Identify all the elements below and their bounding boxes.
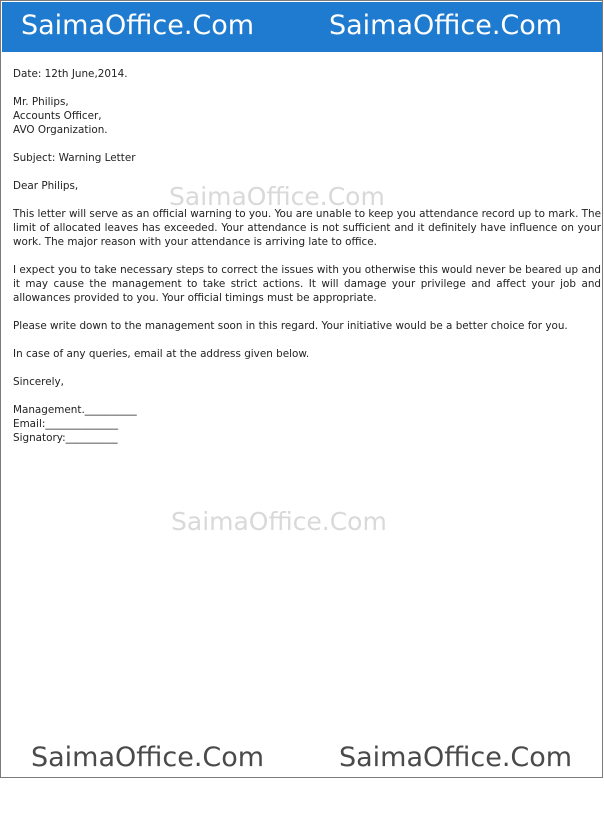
letter-date: Date: 12th June,2014. bbox=[13, 68, 128, 80]
paragraph-1: This letter will serve as an official warning to you. You are unable to keep you attendance record up to mark. The limit of allocated leaves has exceeded. Your attendance is not sufficient and it definitely have influence on your work. The major reason with your attendance is arriving late to office. bbox=[13, 208, 601, 248]
paragraph-3: Please write down to the management soon in this regard. Your initiative would be a better choice for you. bbox=[13, 320, 568, 332]
letter-closing: Sincerely, bbox=[13, 376, 64, 388]
paragraph-2: I expect you to take necessary steps to correct the issues with you otherwise this would never be beared up and it may cause the management to take strict actions. It will damage your privilege and affect your job and allowances provided to you. Your official timings must be appropriate. bbox=[13, 264, 601, 304]
footer-brand-right: SaimaOffice.Com bbox=[339, 742, 573, 773]
paragraph-4: In case of any queries, email at the address given below. bbox=[13, 348, 310, 360]
recipient-name: Mr. Philips, bbox=[13, 96, 69, 108]
letter-subject: Subject: Warning Letter bbox=[13, 152, 136, 164]
header-brand-right: SaimaOffice.Com bbox=[329, 10, 563, 41]
letter-body bbox=[13, 67, 601, 445]
recipient-title: Accounts Officer, bbox=[13, 110, 102, 122]
watermark-top: SaimaOffice.Com bbox=[169, 182, 385, 211]
signature-block bbox=[13, 403, 601, 445]
header-banner bbox=[2, 2, 602, 52]
recipient-organization: AVO Organization. bbox=[13, 124, 108, 136]
header-brand-left: SaimaOffice.Com bbox=[21, 10, 255, 41]
watermark-middle: SaimaOffice.Com bbox=[171, 507, 387, 536]
signature-email: Email:______________ bbox=[13, 418, 119, 430]
footer-brand-left: SaimaOffice.Com bbox=[31, 742, 265, 773]
letter-salutation: Dear Philips, bbox=[13, 180, 79, 192]
signature-signatory: Signatory:__________ bbox=[13, 432, 118, 444]
recipient-block bbox=[13, 95, 601, 137]
signature-management: Management.__________ bbox=[13, 404, 137, 416]
